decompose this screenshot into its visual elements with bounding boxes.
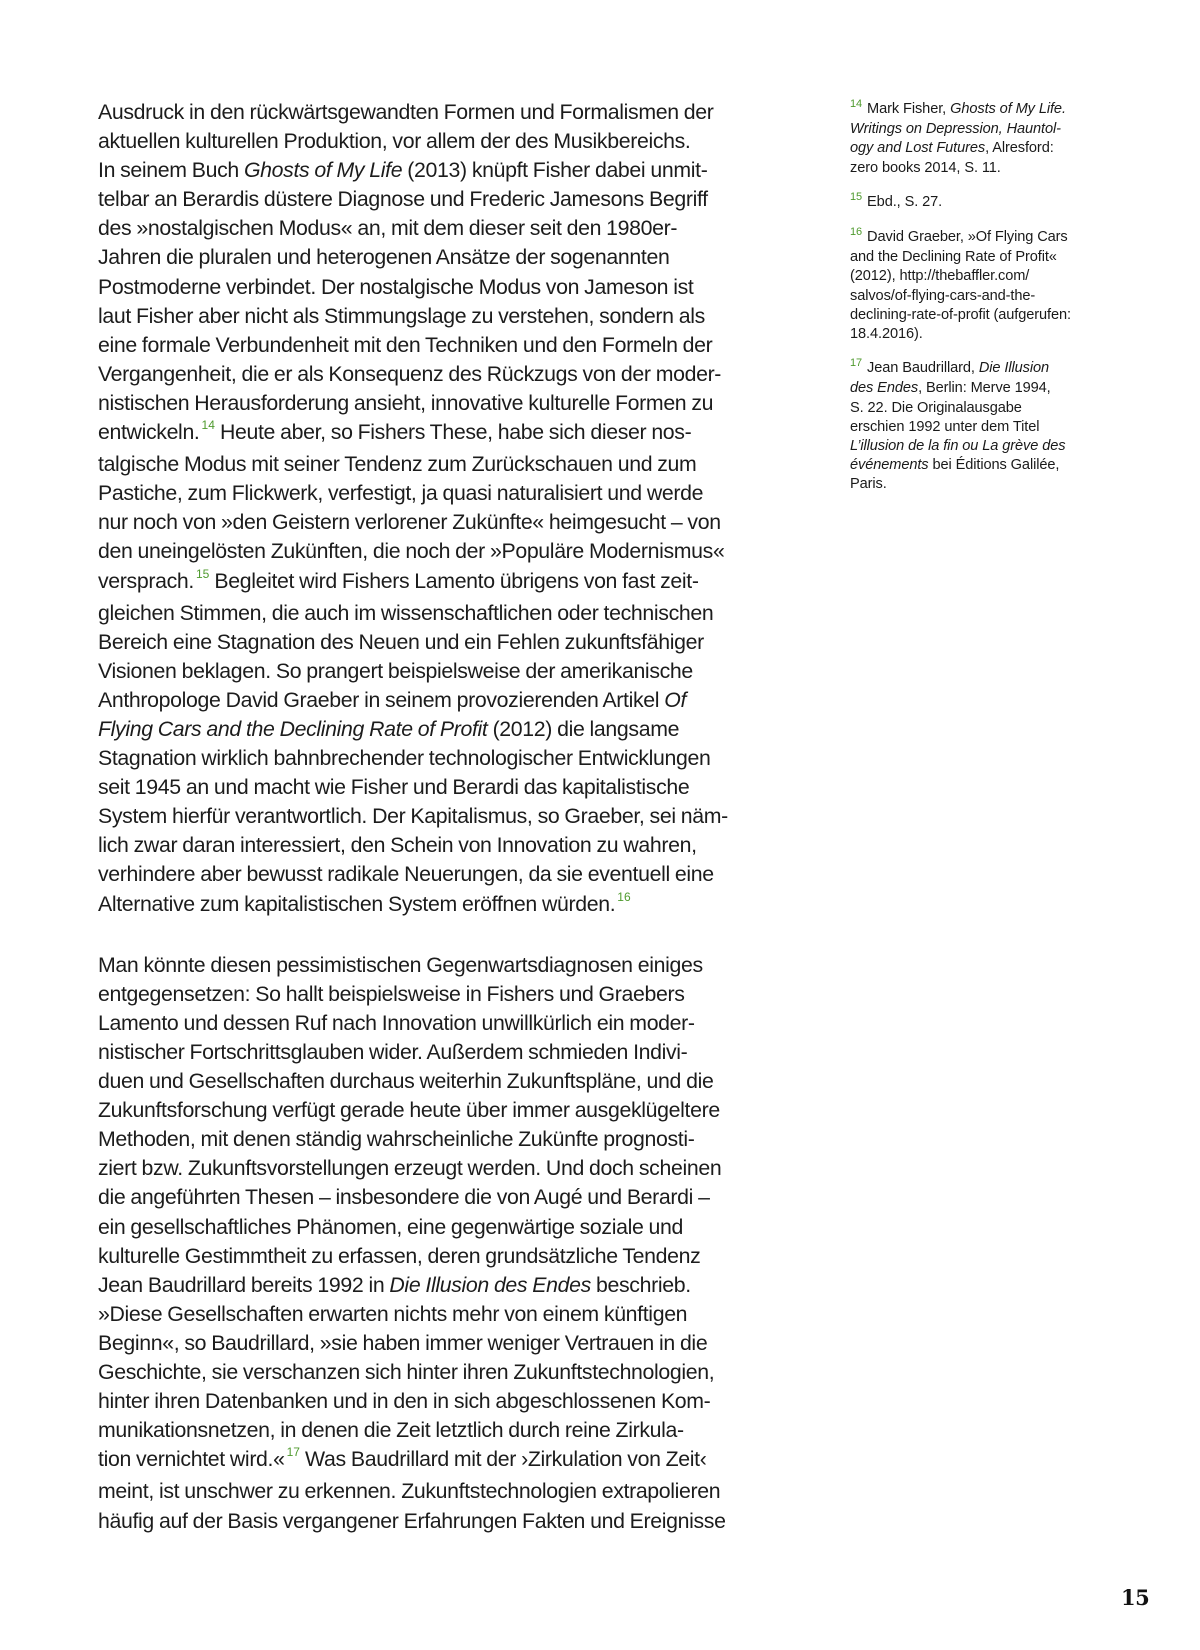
text-line: [98, 628, 818, 657]
text-run: den uneingelösten Zukünften, die noch der »Populäre Modernismus«: [98, 539, 725, 564]
text-run: seit 1945 an und macht wie Fisher und Berardi das kapitalistische: [98, 775, 690, 800]
text-run: Beginn«, so Baudrillard, »sie haben immer weniger Vertrauen in die: [98, 1330, 708, 1355]
footnote-line: [850, 456, 1150, 475]
text-run: aktuellen kulturellen Produktion, vor allem der des Musikbereichs.: [98, 129, 691, 154]
text-line: [98, 1507, 818, 1536]
text-line: [98, 951, 818, 980]
text-run: salvos/of-flying-cars-and-the-: [850, 287, 1036, 304]
text-line: [98, 657, 818, 686]
text-line: [98, 537, 818, 566]
text-line: [98, 1242, 818, 1271]
text-run: ein gesellschaftliches Phänomen, eine gegenwärtige soziale und: [98, 1214, 684, 1239]
footnote-line: [850, 120, 1150, 139]
text-line: [98, 127, 818, 156]
text-run: Postmoderne verbindet. Der nostalgische Modus von Jameson ist: [98, 274, 694, 299]
text-run: meint, ist unschwer zu erkennen. Zukunftstechnologien extrapolieren: [98, 1479, 721, 1504]
text-run: Jahren die pluralen und heterogenen Ansätze der sogenannten: [98, 245, 670, 270]
text-run: , Berlin: Merve 1994,: [918, 380, 1051, 397]
text-run: System hierfür verantwortlich. Der Kapitalismus, so Graeber, sei näm-: [98, 804, 728, 829]
footnote-14: [850, 100, 1150, 178]
text-run: In seinem Buch: [98, 158, 244, 183]
body-paragraph: [98, 98, 818, 922]
text-run: entgegensetzen: So hallt beispielsweise in Fishers und Graebers: [98, 981, 685, 1006]
text-run: Zukunftsforschung verfügt gerade heute über immer ausgeklügeltere: [98, 1098, 720, 1123]
text-run: »Diese Gesellschaften erwarten nichts mehr von einem künftigen: [98, 1301, 688, 1326]
text-run: (2013) knüpft Fisher dabei unmit-: [402, 158, 708, 183]
text-run: Geschichte, sie verschanzen sich hinter ihren Zukunftstechnologien,: [98, 1360, 715, 1385]
text-run: telbar an Berardis düstere Diagnose und Frederic Jamesons Begriff: [98, 187, 708, 212]
text-line: [98, 1096, 818, 1125]
text-line: [98, 389, 818, 418]
text-line: [98, 773, 818, 802]
text-run: Bereich eine Stagnation des Neuen und ein Fehlen zukunftsfähiger: [98, 629, 704, 654]
text-line: [98, 273, 818, 302]
text-run: Methoden, mit denen ständig wahrscheinliche Zukünfte prognosti-: [98, 1127, 695, 1152]
text-run: erschien 1992 unter dem Titel: [850, 418, 1040, 435]
italic-title-text: Writings on Depression, Hauntol-: [850, 121, 1061, 138]
footnote-reference[interactable]: 16: [617, 889, 631, 904]
italic-title-text: des Endes: [850, 380, 919, 397]
text-run: nistischer Fortschrittsglauben wider. Außerdem schmieden Indivi-: [98, 1040, 688, 1064]
footnote-line: [850, 139, 1150, 158]
footnote-line: [850, 228, 1150, 248]
italic-title-text: événements: [850, 457, 929, 474]
text-line: [98, 302, 818, 331]
text-run: Paris.: [850, 476, 887, 493]
text-run: Ausdruck in den rückwärtsgewandten Formen und Formalismen der: [98, 100, 714, 124]
text-run: eine formale Verbundenheit mit den Techniken und den Formeln der: [98, 332, 713, 357]
text-line: [98, 98, 818, 127]
footnote-number: 16: [850, 226, 863, 239]
text-line: [98, 479, 818, 508]
footnote-number: 14: [850, 98, 863, 110]
italic-title-text: L’illusion de la fin ou La grève des: [850, 438, 1066, 455]
text-run: Anthropologe David Graeber in seinem provozierenden Artikel: [98, 687, 665, 712]
text-line: [98, 360, 818, 389]
text-run: verhindere aber bewusst radikale Neuerungen, da sie eventuell eine: [98, 862, 714, 887]
footnotes-column: [850, 100, 1150, 510]
text-line: [98, 802, 818, 831]
footnote-line: [850, 399, 1150, 418]
text-run: Was Baudrillard mit der ›Zirkulation von Zeit‹: [299, 1447, 707, 1472]
text-line: [98, 243, 818, 272]
text-run: hinter ihren Datenbanken und in den in sich abgeschlossenen Kom-: [98, 1389, 711, 1414]
footnote-line: [850, 159, 1150, 178]
text-line: [98, 1445, 818, 1477]
text-line: [98, 831, 818, 860]
text-line: [98, 1358, 818, 1387]
text-line: [98, 156, 818, 185]
footnote-15: [850, 190, 1150, 213]
text-run: des »nostalgischen Modus« an, mit dem dieser seit den 1980er-: [98, 216, 678, 241]
text-run: Stagnation wirklich bahnbrechender technologischer Entwicklungen: [98, 746, 711, 771]
text-line: [98, 1416, 818, 1445]
text-line: [98, 599, 818, 628]
text-run: Mark Fisher,: [867, 101, 951, 117]
text-run: declining-rate-of-profit (aufgerufen:: [850, 306, 1071, 323]
text-run: and the Declining Rate of Profit«: [850, 249, 1057, 266]
text-run: S. 22. Die Originalausgabe: [850, 399, 1022, 416]
text-run: lich zwar daran interessiert, den Schein von Innovation zu wahren,: [98, 833, 697, 858]
body-paragraph: [98, 951, 818, 1536]
text-line: [98, 331, 818, 360]
text-run: (2012) die langsame: [487, 716, 680, 741]
italic-title-text: Of: [664, 687, 687, 712]
text-line: [98, 890, 818, 922]
text-run: Visionen beklagen. So prangert beispielsweise der amerikanische: [98, 658, 693, 683]
italic-title-text: Ghosts of My Life.: [950, 101, 1066, 117]
text-run: laut Fisher aber nicht als Stimmungslage zu verstehen, sondern als: [98, 303, 705, 328]
footnote-reference[interactable]: 15: [195, 566, 210, 581]
text-line: [98, 185, 818, 214]
footnote-line: [850, 306, 1150, 325]
italic-title-text: Flying Cars and the Declining Rate of Profit: [98, 716, 488, 741]
text-run: Begleitet wird Fishers Lamento übrigens von fast zeit-: [209, 568, 699, 593]
text-run: duen und Gesellschaften durchaus weiterhin Zukunftspläne, und die: [98, 1069, 714, 1094]
text-run: Man könnte diesen pessimistischen Gegenwartsdiagnosen einiges: [98, 952, 703, 977]
text-run: gleichen Stimmen, die auch im wissenschaftlichen oder technischen: [98, 600, 714, 625]
text-run: entwickeln.: [98, 420, 200, 445]
text-line: [98, 1477, 818, 1506]
footnote-line: [850, 287, 1150, 306]
text-run: zero books 2014, S. 11.: [850, 159, 1001, 176]
footnote-16: [850, 228, 1150, 344]
text-run: David Graeber, »Of Flying Cars: [867, 229, 1068, 246]
text-run: Lamento und dessen Ruf nach Innovation unwillkürlich ein moder-: [98, 1010, 695, 1035]
text-line: [98, 1213, 818, 1242]
text-run: Heute aber, so Fishers These, habe sich dieser nos-: [214, 420, 692, 445]
text-line: [98, 450, 818, 479]
italic-title-text: Die Illusion des Endes: [389, 1272, 591, 1297]
footnote-line: [850, 248, 1150, 267]
text-line: [98, 860, 818, 889]
footnote-17: [850, 359, 1150, 494]
text-line: [98, 744, 818, 773]
text-line: [98, 1154, 818, 1183]
text-run: Pastiche, zum Flickwerk, verfestigt, ja quasi naturalisiert und werde: [98, 481, 704, 506]
footnote-number: 17: [850, 357, 863, 370]
footnote-line: [850, 190, 1150, 213]
text-run: beschrieb.: [590, 1272, 691, 1297]
text-run: die angeführten Thesen – insbesondere die von Augé und Berardi –: [98, 1185, 710, 1210]
text-line: [98, 508, 818, 537]
text-line: [98, 1009, 818, 1038]
text-run: (2012), http://thebaffler.com/: [850, 268, 1030, 285]
text-line: [98, 686, 818, 715]
text-run: ziert bzw. Zukunftsvorstellungen erzeugt werden. Und doch scheinen: [98, 1156, 722, 1181]
footnote-line: [850, 418, 1150, 437]
text-line: [98, 1183, 818, 1212]
italic-title-text: Die Illusion: [978, 360, 1050, 377]
footnote-line: [850, 379, 1150, 398]
text-line: [98, 980, 818, 1009]
text-run: talgische Modus mit seiner Tendenz zum Zurückschauen und zum: [98, 452, 697, 477]
text-run: Alternative zum kapitalistischen System eröffnen würden.: [98, 891, 616, 916]
main-text-column: [98, 98, 818, 1536]
text-line: [98, 715, 818, 744]
text-run: versprach.: [98, 568, 194, 593]
text-run: , Alresford:: [985, 140, 1054, 157]
text-line: [98, 1038, 818, 1067]
text-line: [98, 1271, 818, 1300]
text-line: [98, 1067, 818, 1096]
footnote-reference[interactable]: 17: [286, 1445, 300, 1460]
footnote-line: [850, 359, 1150, 379]
text-line: [98, 1329, 818, 1358]
text-line: [98, 214, 818, 243]
text-run: häufig auf der Basis vergangener Erfahrungen Fakten und Ereignisse: [98, 1508, 726, 1533]
text-run: munikationsnetzen, in denen die Zeit letztlich durch reine Zirkula-: [98, 1418, 684, 1443]
text-run: tion vernichtet wird.«: [98, 1447, 285, 1472]
text-run: 18.4.2016).: [850, 326, 923, 343]
text-run: kulturelle Gestimmtheit zu erfassen, deren grundsätzliche Tendenz: [98, 1243, 701, 1268]
footnote-line: [850, 100, 1150, 120]
text-run: Jean Baudrillard bereits 1992 in: [98, 1272, 390, 1297]
page-number: 15: [1121, 1585, 1150, 1610]
footnote-number: 15: [850, 190, 863, 203]
text-line: [98, 567, 818, 599]
italic-title-text: Ghosts of My Life: [243, 158, 403, 183]
footnote-line: [850, 475, 1150, 494]
text-run: Vergangenheit, die er als Konsequenz des Rückzugs von der moder-: [98, 361, 722, 386]
italic-title-text: ogy and Lost Futures: [850, 140, 986, 157]
text-line: [98, 1300, 818, 1329]
footnote-line: [850, 267, 1150, 286]
footnote-line: [850, 325, 1150, 344]
text-run: nur noch von »den Geistern verlorener Zukünfte« heimgesucht – von: [98, 510, 721, 535]
text-run: Jean Baudrillard,: [867, 360, 979, 377]
text-run: nistischen Herausforderung ansieht, innovative kulturelle Formen zu: [98, 390, 714, 415]
text-run: Ebd., S. 27.: [867, 193, 943, 210]
text-line: [98, 1125, 818, 1154]
footnote-line: [850, 437, 1150, 456]
footnote-reference[interactable]: 14: [201, 418, 215, 433]
text-line: [98, 1387, 818, 1416]
text-run: bei Éditions Galilée,: [928, 457, 1060, 474]
text-line: [98, 418, 818, 450]
